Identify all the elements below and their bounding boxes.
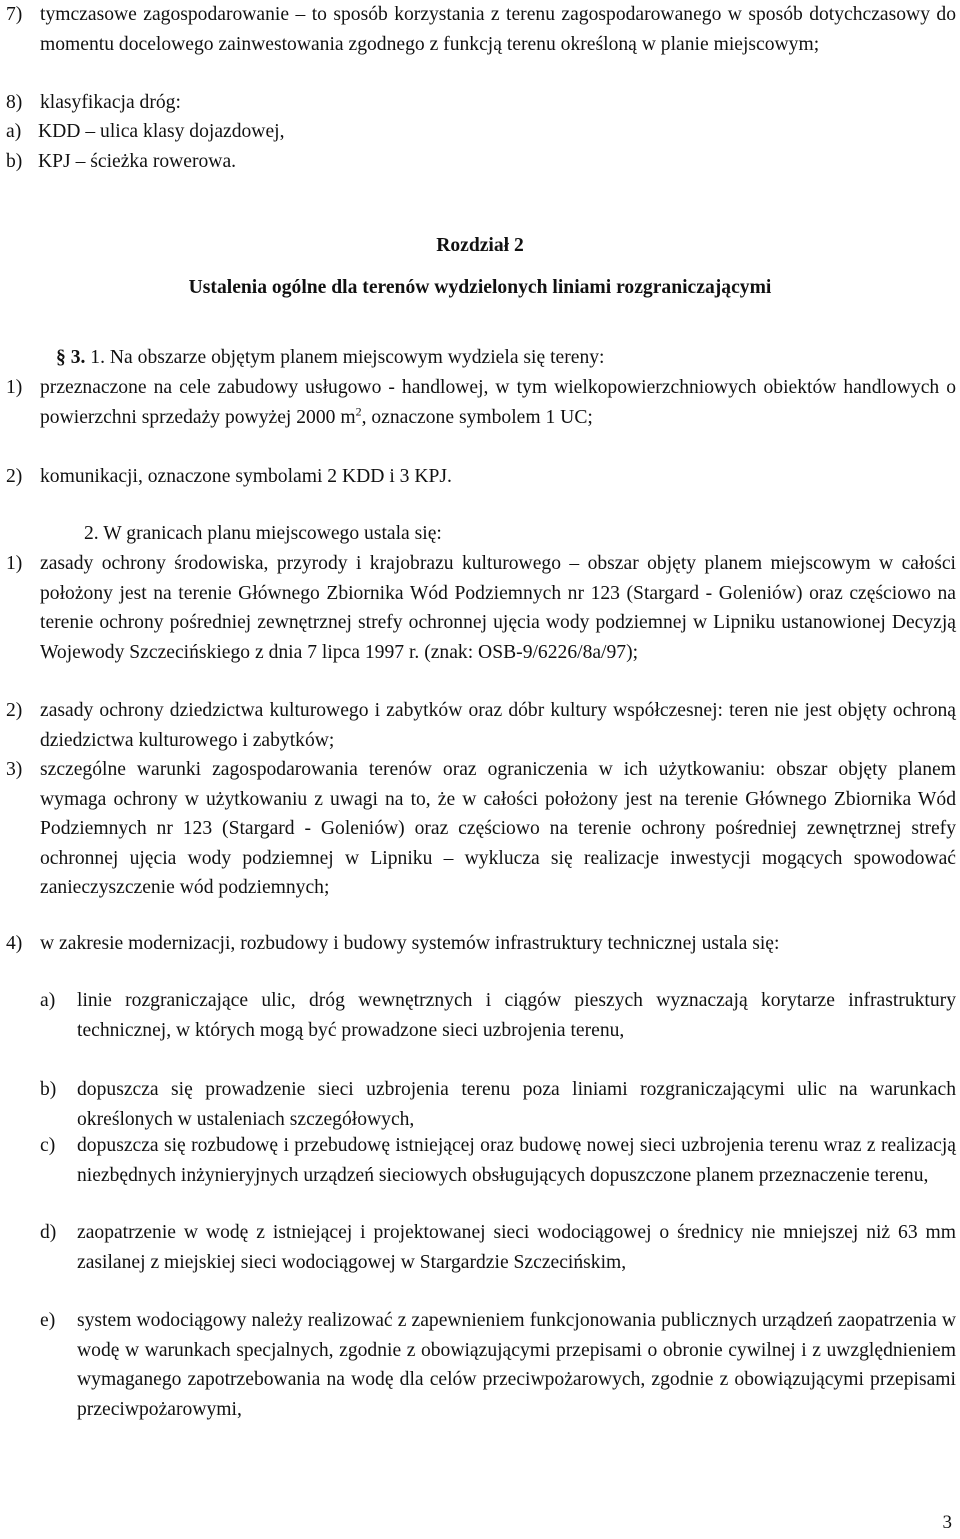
item-text: klasyfikacja dróg: xyxy=(40,92,181,113)
item-letter: b) xyxy=(40,1079,57,1100)
item-text: dopuszcza się rozbudowę i przebudowę istniejącej oraz budowę nowej sieci uzbrojenia terenu wraz z realizacją niezbędnych inżynieryjnych urządzeń sieciowych obsługujących dopuszczone planem przeznaczenie terenu, xyxy=(77,1135,956,1186)
section-3-2-item-3 xyxy=(6,755,956,903)
item-text: zaopatrzenie w wodę z istniejącej i projektowanej sieci wodociągowej o średnicy nie mniejszej niż 63 mm zasilanej z miejskiej sieci wodociągowej w Stargardzie Szczecińskim, xyxy=(77,1222,956,1273)
infrastructure-item-a xyxy=(40,986,956,1045)
infrastructure-item-b xyxy=(40,1075,956,1134)
clause-number: 1. xyxy=(90,347,105,368)
item-number: 2) xyxy=(6,466,23,487)
item-text: linie rozgraniczające ulic, dróg wewnętrznych i ciągów pieszych wyznaczają korytarze infrastruktury technicznej, w których mogą być prowadzone sieci uzbrojenia terenu, xyxy=(77,990,956,1041)
item-number: 2) xyxy=(6,700,23,721)
infrastructure-item-c xyxy=(40,1131,956,1190)
item-text: szczególne warunki zagospodarowania terenów oraz ograniczenia w ich użytkowaniu: obszar objęty planem wymaga ochrony w użytkowaniu z uwagi na to, że w całości położony jest na terenie Głównego Zbiornika Wód Podziemnych nr 123 (Stargard - Goleniów) oraz częściowo na terenie ochrony pośredniej zewnętrznej strefy ochronnej ujęcia wody podziemnej w Lipniku – wyklucza się realizacje inwestycji mogących spowodować zanieczyszczenie wód podziemnych; xyxy=(40,759,956,898)
item-text: zasady ochrony środowiska, przyrody i krajobrazu kulturowego – obszar objęty planem miejscowym w całości położony jest na terenie Głównego Zbiornika Wód Podziemnych nr 123 (Stargard - Goleniów) oraz częściowo na terenie ochrony pośredniej zewnętrznej strefy ochronnej ujęcia wody podziemnej w Lipniku ustanowionej Decyzją Wojewody Szczecińskiego z dnia 7 lipca 1997 r. (znak: OSB-9/6226/8a/97); xyxy=(40,553,956,663)
section-3-2-item-2 xyxy=(6,696,956,755)
item-text-part: , oznaczone symbolem 1 UC; xyxy=(361,406,593,428)
clause-number: 2. xyxy=(84,523,99,544)
page-number: 3 xyxy=(942,1512,952,1533)
infrastructure-item-e xyxy=(40,1306,956,1424)
paragraph-sign: § 3. xyxy=(56,347,86,368)
section-3-clause-2 xyxy=(84,519,956,549)
item-number: 4) xyxy=(6,933,23,954)
section-3-item-2 xyxy=(6,462,956,492)
item-number: 1) xyxy=(6,553,23,574)
item-text: system wodociągowy należy realizować z zapewnieniem funkcjonowania publicznych urządzeń zaopatrzenia w wodę w warunkach specjalnych, zgodnie z obowiązującymi przepisami o obronie cywilnej i z uwzględnieniem wymaganego zapotrzebowania na wodę dla celów przeciwpożarowych, zgodnie z obowiązującymi przepisami przeciwpożarowymi, xyxy=(77,1310,956,1420)
item-text: KPJ – ścieżka rowerowa. xyxy=(38,151,237,172)
item-text-part: przeznaczone na cele zabudowy usługowo - handlowej, w tym wielkopowierzchniowych obiektów handlowych o powierzchni sprzedaży powyżej 2000 m xyxy=(40,377,956,428)
item-text: w zakresie modernizacji, rozbudowy i budowy systemów infrastruktury technicznej ustala się: xyxy=(40,933,780,954)
item-letter: a) xyxy=(40,990,56,1011)
item-text: komunikacji, oznaczone symbolami 2 KDD i 3 KPJ. xyxy=(40,466,452,487)
item-text xyxy=(40,373,956,432)
superscript: 2 xyxy=(355,403,362,418)
item-number: 3) xyxy=(6,759,23,780)
item-text: KDD – ulica klasy dojazdowej, xyxy=(38,121,285,142)
chapter-subtitle: Ustalenia ogólne dla terenów wydzielonych liniami rozgraniczającymi xyxy=(188,277,772,298)
infrastructure-item-d xyxy=(40,1218,956,1277)
clause-intro: Na obszarze objętym planem miejscowym wydziela się tereny: xyxy=(109,347,605,368)
item-text: zasady ochrony dziedzictwa kulturowego i zabytków oraz dóbr kultury współczesnej: teren nie jest objęty ochroną dziedzictwa kulturowego i zabytków; xyxy=(40,700,956,751)
road-class-b xyxy=(6,147,922,177)
definition-item-7 xyxy=(6,0,956,59)
section-3-clause-1 xyxy=(56,343,956,373)
clause-intro: W granicach planu miejscowego ustala się: xyxy=(103,523,442,544)
road-class-a xyxy=(6,117,922,147)
item-text: tymczasowe zagospodarowanie – to sposób korzystania z terenu zagospodarowanego w sposób dotychczasowy do momentu docelowego zainwestowania zgodnego z funkcją terenu określoną w planie miejscowym; xyxy=(40,4,956,55)
section-3-item-1 xyxy=(6,373,956,432)
definition-item-8 xyxy=(6,88,956,118)
item-letter: d) xyxy=(40,1222,57,1243)
item-letter: c) xyxy=(40,1135,56,1156)
item-letter: e) xyxy=(40,1310,56,1331)
chapter-title: Rozdział 2 xyxy=(436,235,524,256)
item-number: 8) xyxy=(6,92,23,113)
section-3-2-item-4 xyxy=(6,929,956,959)
item-number: 1) xyxy=(6,377,23,398)
item-letter: b) xyxy=(6,151,23,172)
item-number: 7) xyxy=(6,4,23,25)
item-text: dopuszcza się prowadzenie sieci uzbrojenia terenu poza liniami rozgraniczającymi ulic na warunkach określonych w ustaleniach szczegółowych, xyxy=(77,1079,956,1130)
section-3-2-item-1 xyxy=(6,549,956,667)
item-letter: a) xyxy=(6,121,22,142)
